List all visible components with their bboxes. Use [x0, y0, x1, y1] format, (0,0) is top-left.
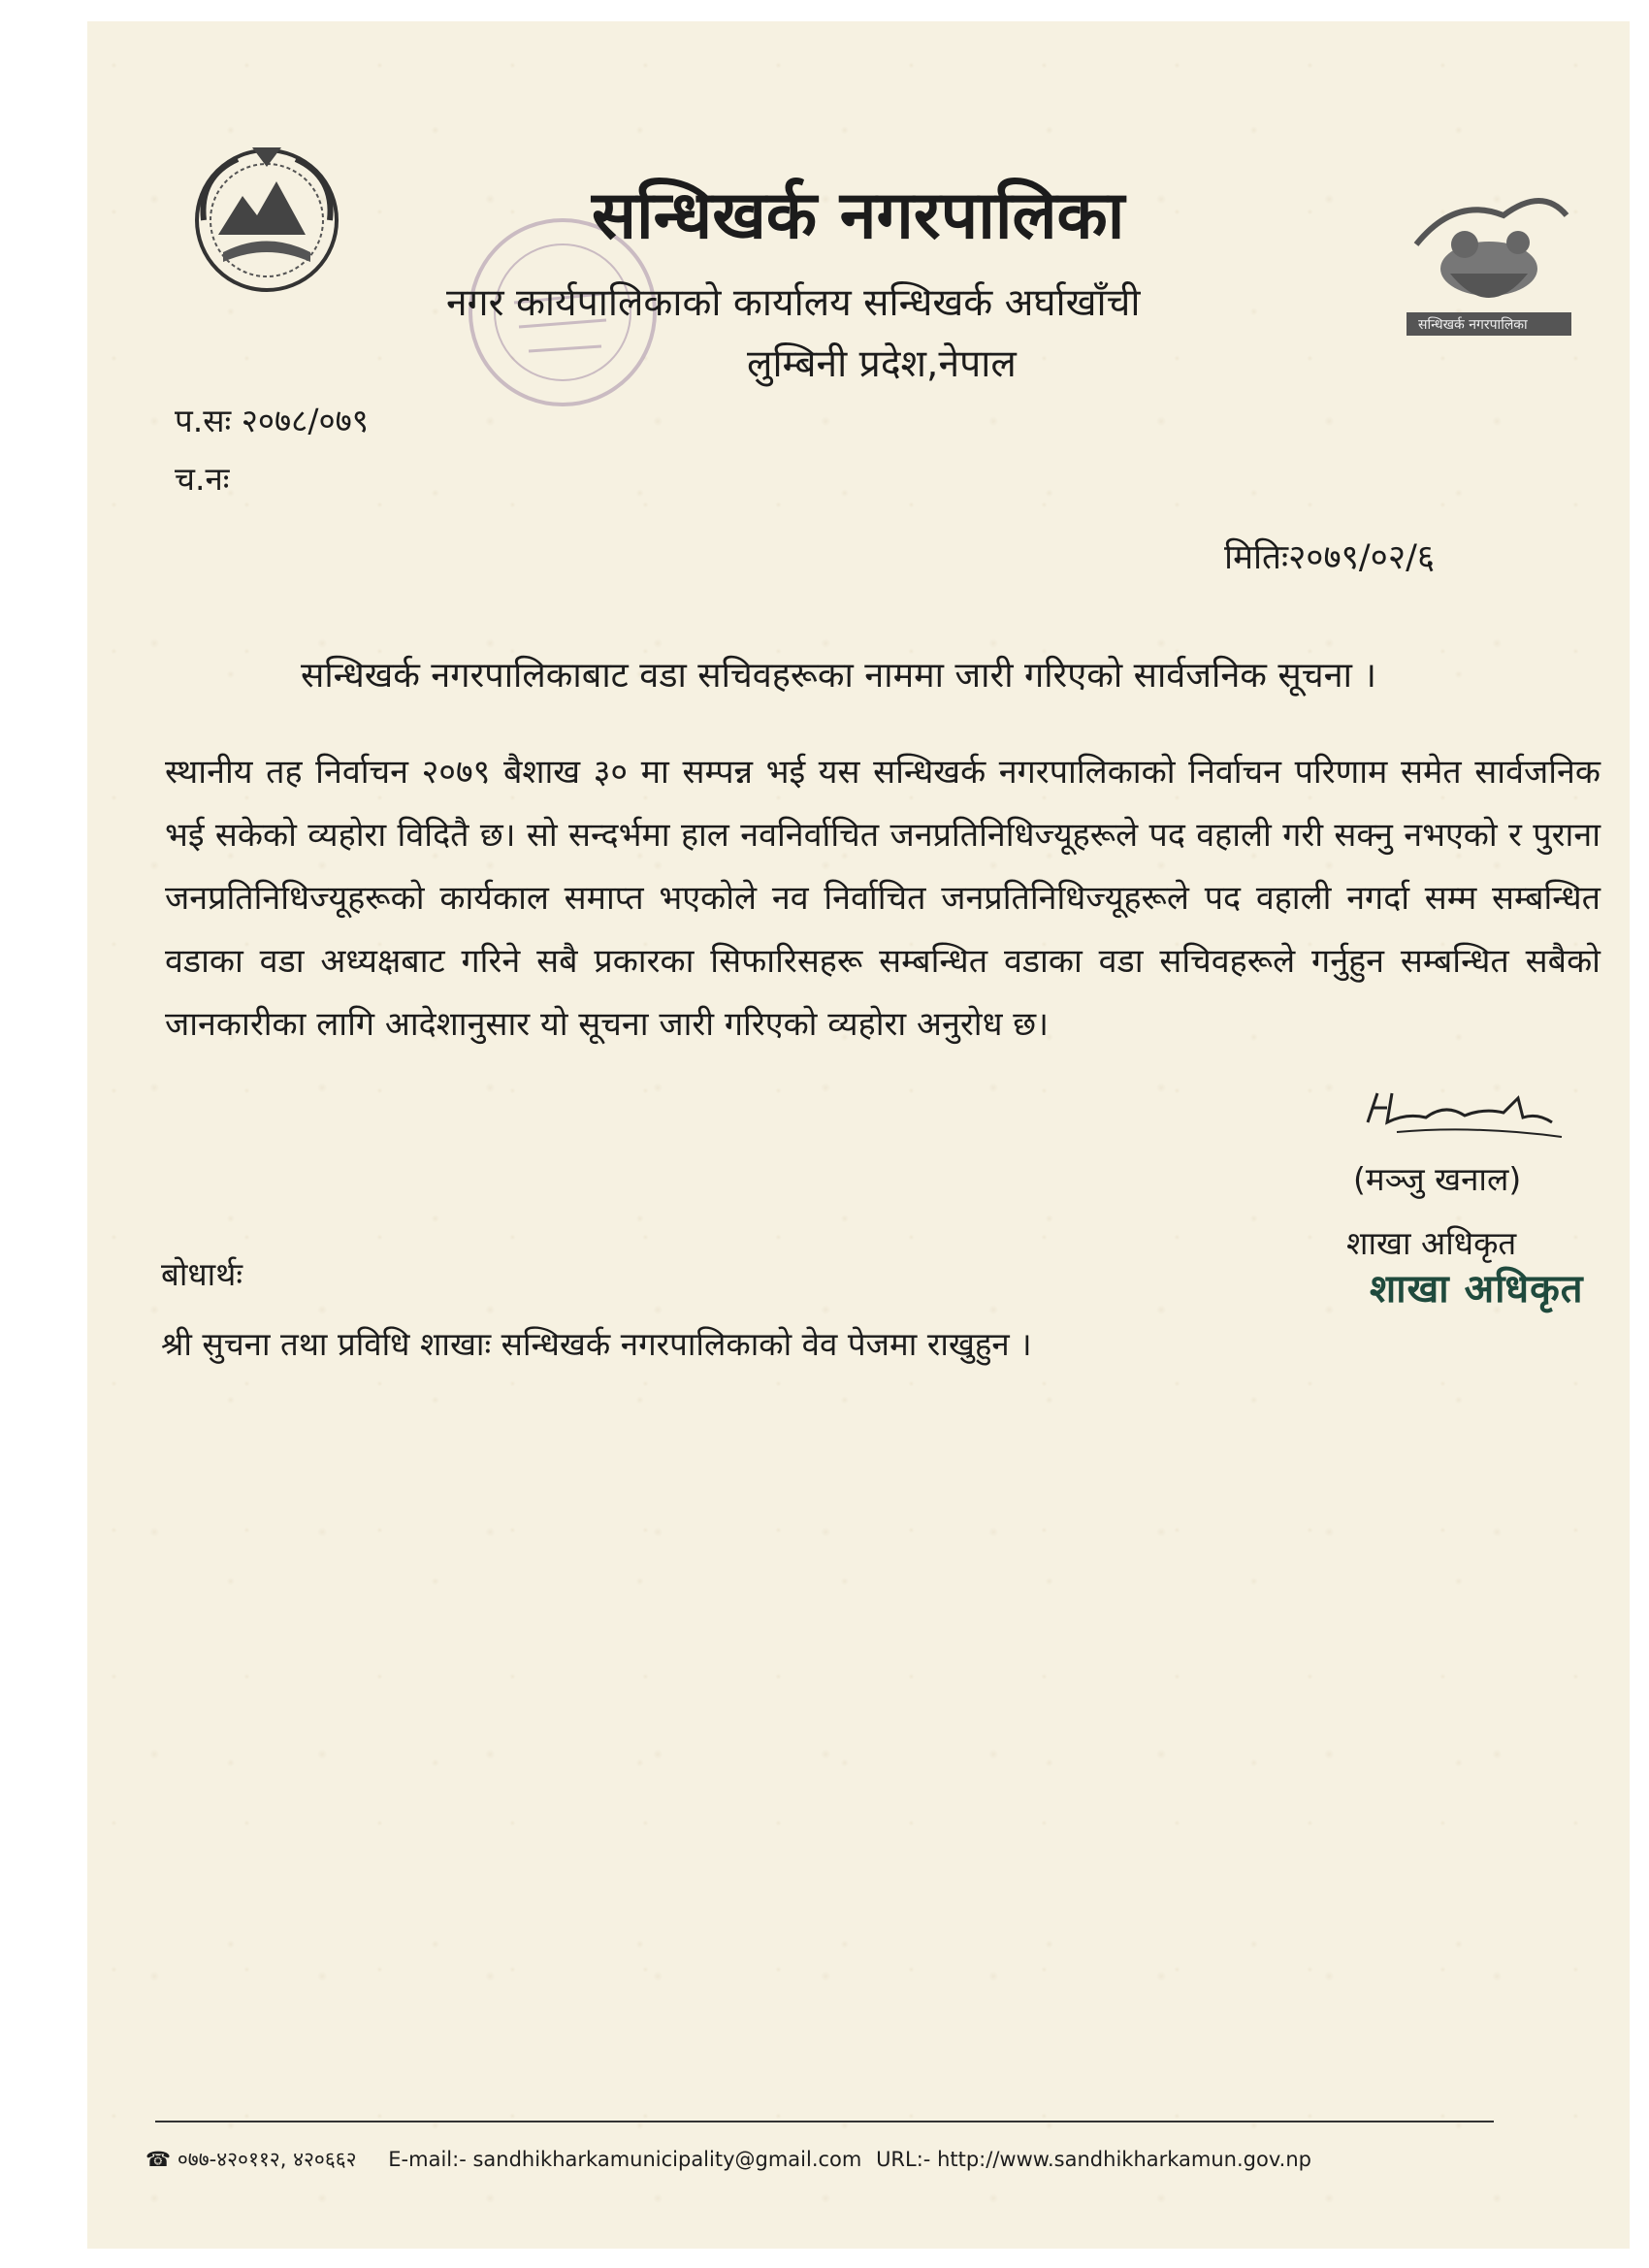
footer-url-label: URL:- — [876, 2148, 931, 2171]
phone-icon: ☎ — [146, 2148, 172, 2171]
footer-url: http://www.sandhikharkamun.gov.np — [937, 2148, 1311, 2171]
logo-caption: सन्धिखर्क नगरपालिका — [1418, 317, 1528, 333]
cc-label: बोधार्थः — [161, 1255, 242, 1293]
letterhead-footer — [146, 2146, 1311, 2173]
notice-body: स्थानीय तह निर्वाचन २०७९ बैशाख ३० मा सम्पन्न भई यस सन्धिखर्क नगरपालिकाको निर्वाचन परिणाम समेत सार्वजनिक भई सकेको व्यहोरा विदितै छ। सो सन्दर्भमा हाल नवनिर्वाचित जनप्रतिनिधिज्यूहरूले पद वहाली गरी सक्नु नभएको र पुराना जनप्रतिनिधिज्यूहरूको कार्यकाल समाप्त भएकोले नव निर्वाचित जनप्रतिनिधिज्यूहरूले पद वहाली नगर्दा सम्म सम्बन्धित वडाका वडा अध्यक्षबाट गरिने सबै प्रकारका सिफारिसहरू सम्बन्धित वडाका वडा सचिवहरूले गर्नुहुन सम्बन्धित सबैको जानकारीका लागि आदेशानुसार यो सूचना जारी गरिएको व्यहोरा अनुरोध छ। — [165, 753, 1600, 1044]
signatory-name: (मञ्जु खनाल) — [1353, 1160, 1522, 1198]
footer-phone: ०७७-४२०११२, ४२०६६२ — [177, 2148, 357, 2171]
footer-email: sandhikharkamunicipality@gmail.com — [472, 2148, 862, 2171]
footer-divider — [155, 2121, 1494, 2122]
designation-stamp: शाखा अधिकृत — [1370, 1267, 1584, 1312]
letter-reference-number: प.सः २०७८/०७९ — [175, 402, 369, 439]
letter-page — [87, 21, 1630, 2249]
municipality-title: सन्धिखर्क नगरपालिका — [592, 178, 1125, 254]
signature-mark — [1358, 1079, 1571, 1150]
municipality-logo-icon — [1397, 177, 1581, 345]
notice-subject: सन्धिखर्क नगरपालिकाबाट वडा सचिवहरूका नाममा जारी गरिएको सार्वजनिक सूचना । — [301, 656, 1376, 696]
government-emblem-icon — [184, 138, 349, 307]
office-location: लुम्बिनी प्रदेश,नेपाल — [747, 342, 1017, 386]
footer-email-label: E-mail:- — [388, 2148, 467, 2171]
letter-date: मितिः२०७९/०२/६ — [1224, 538, 1436, 577]
cc-item: श्री सुचना तथा प्रविधि शाखाः सन्धिखर्क नगरपालिकाको वेव पेजमा राखुहुन । — [161, 1325, 1032, 1363]
dispatch-number: च.नः — [175, 460, 230, 498]
signatory-designation: शाखा अधिकृत — [1346, 1224, 1517, 1262]
office-subtitle: नगर कार्यपालिकाको कार्यालय सन्धिखर्क अर्घाखाँची — [446, 281, 1141, 325]
